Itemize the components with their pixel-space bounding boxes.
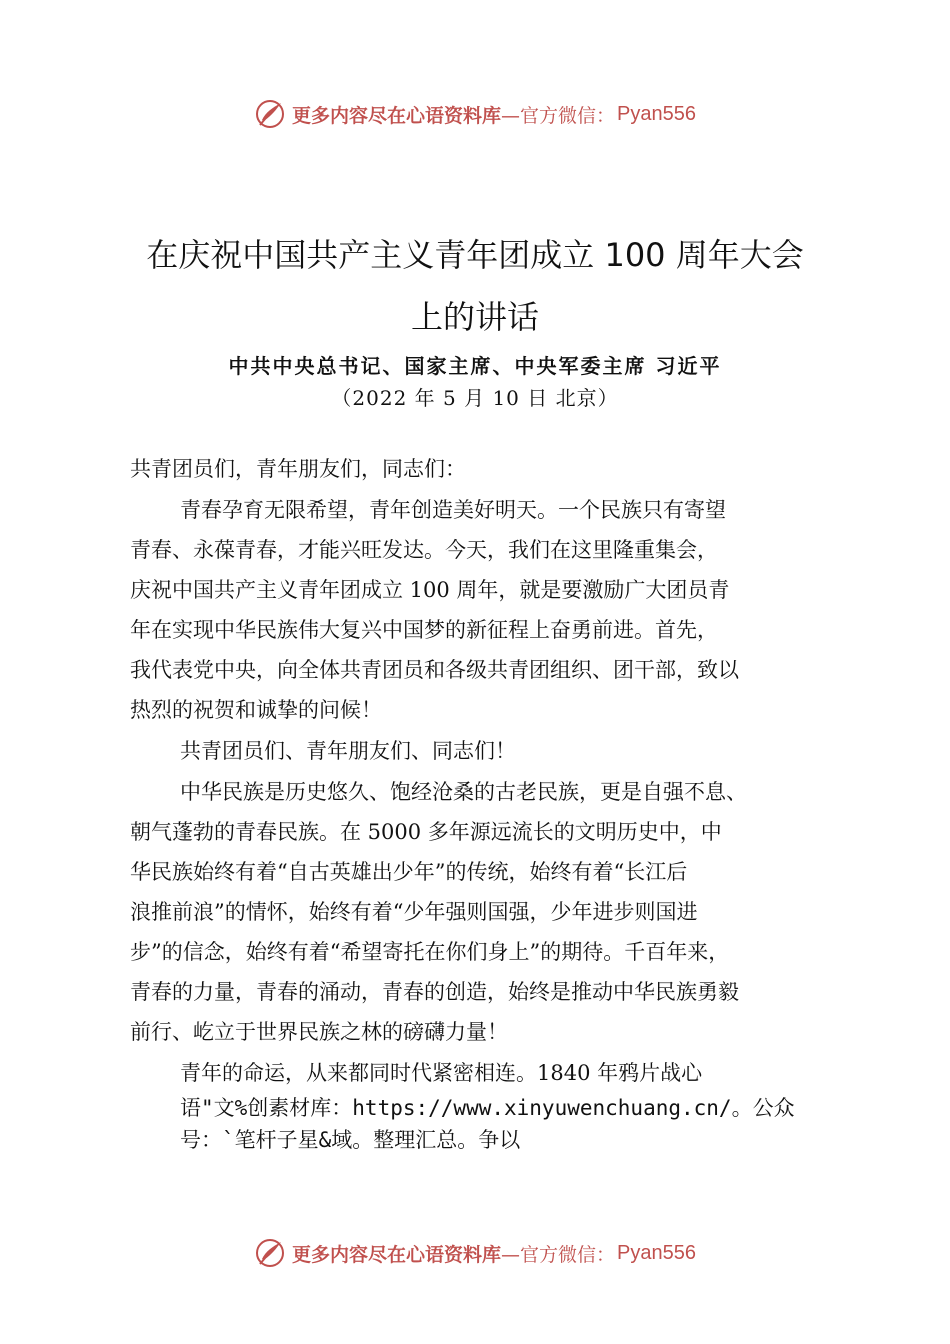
quill-logo-icon: [254, 98, 286, 130]
paragraph-4-line: 号：`笔杆子星&域。整理汇总。争以: [180, 1128, 521, 1152]
paragraph-3-line: 青春的力量，青春的涌动，青春的创造，始终是推动中华民族勇毅: [130, 980, 739, 1004]
footer-banner: [0, 1233, 950, 1273]
banner-text: 更多内容尽在心语资料库: [292, 1243, 502, 1266]
banner-wechat-id: Pyan556: [617, 102, 696, 125]
paragraph-1-line: 年在实现中华民族伟大复兴中国梦的新征程上奋勇前进。首先，: [130, 618, 718, 642]
paragraph-1-line: 热烈的祝贺和诚挚的问候！: [130, 698, 382, 722]
paragraph-4-line: 青年的命运，从来都同时代紧密相连。1840 年鸦片战心: [180, 1061, 703, 1085]
banner-wechat-label: —官方微信：: [501, 1243, 616, 1266]
paragraph-3-line: 华民族始终有着“自古英雄出少年”的传统，始终有着“长江后: [130, 860, 688, 884]
banner-wechat-id: Pyan556: [617, 1241, 696, 1264]
paragraph-1-line: 青春、永葆青春，才能兴旺发达。今天，我们在这里隆重集会，: [130, 538, 718, 562]
paragraph-3-line: 步”的信念，始终有着“希望寄托在你们身上”的期待。千百年来，: [130, 940, 730, 964]
paragraph-3-line: 朝气蓬勃的青春民族。在 5000 多年源远流长的文明历史中，中: [130, 820, 722, 844]
paragraph-1-line: 青春孕育无限希望，青年创造美好明天。一个民族只有寄望: [180, 498, 726, 522]
document-title-line2: 上的讲话: [410, 298, 539, 336]
paragraph-1-line: 我代表党中央，向全体共青团员和各级共青团组织、团干部，致以: [130, 658, 739, 682]
paragraph-3-line: 前行、屹立于世界民族之林的磅礴力量！: [130, 1020, 508, 1044]
quill-logo-icon: [254, 1237, 286, 1269]
paragraph-4-line: 语"文%创素材库：https://www.xinyuwenchuang.cn/。公众: [180, 1096, 795, 1120]
paragraph-1-line: 庆祝中国共产主义青年团成立 100 周年，就是要激励广大团员青: [130, 578, 730, 602]
author-line: 中共中央总书记、国家主席、中央军委主席 习近平: [228, 354, 722, 378]
banner-wechat-label: —官方微信：: [501, 104, 616, 127]
paragraph-2-line: 共青团员们、青年朋友们、同志们！: [180, 739, 516, 763]
date-line: （2022 年 5 月 10 日 北京）: [331, 386, 619, 410]
paragraph-3-line: 浪推前浪”的情怀，始终有着“少年强则国强，少年进步则国进: [130, 900, 698, 924]
banner-text: 更多内容尽在心语资料库: [292, 104, 502, 127]
paragraph-3-line: 中华民族是历史悠久、饱经沧桑的古老民族，更是自强不息、: [180, 780, 747, 804]
document-title-line1: 在庆祝中国共产主义青年团成立 100 周年大会: [146, 236, 804, 274]
salutation: 共青团员们，青年朋友们，同志们：: [130, 457, 466, 481]
header-banner: [0, 94, 950, 134]
